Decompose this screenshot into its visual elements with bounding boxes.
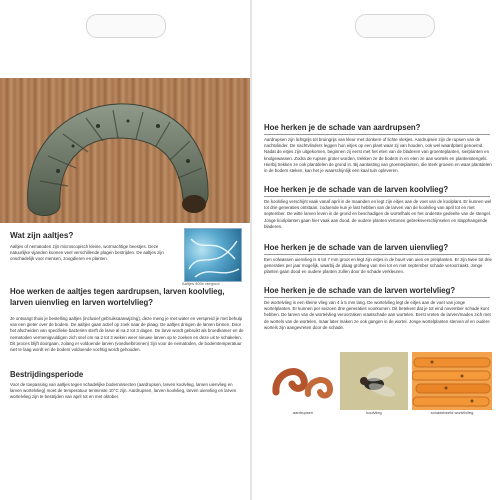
hang-hole-right xyxy=(355,14,435,38)
section-title-aardrupsen: Hoe herken je de schade van aardrupsen? xyxy=(264,123,421,132)
section-title-koolvlieg: Hoe herken je de schade van de larven koolvlieg? xyxy=(264,185,449,194)
photo-aardrupsen xyxy=(270,352,336,410)
section-text-aardrupsen: Aardrupsen zijn lichtgrijs tot bruingrijs van kleur met donkere of lichte vlekjes. Aardrupsen zijn de rupsen van de nachtvlinder. De nachtvlinders leggen hun eitjes op een plant waar zij van houden, ook wel waardplant genoemd. Nadat de eitjes zijn uitgekomen, beginnen zij eerst met het eten van de bladeren van groenteplanten, sierplanten en knolgewassen. Zodra de rupsen groter worden, trekken ze de bodem in en eten ze aan wortels en plantenstengels. Hierbij trekken ze ook plantdelen de grond in. Bij aantasting van groenteplanten, die sterk groeien en waar plantdelen in de bodem steken, kan het je waarschijnlijk een kaal tuin opleveren. xyxy=(264,137,492,174)
hang-hole-left xyxy=(86,14,166,38)
divider xyxy=(264,134,490,135)
divider xyxy=(264,297,490,298)
caterpillar-photo xyxy=(0,78,250,223)
nematode-illustration xyxy=(185,229,241,281)
carrots-illustration xyxy=(412,352,492,410)
section-title-hoe-werken: Hoe werken de aaltjes tegen aardrupsen, larven koolvlieg, larven uienvlieg en larven wortelvlieg? xyxy=(10,287,225,307)
section-text-wortelvlieg: De wortelvlieg is een kleine vlieg van 4 à 5 mm lang. De wortelvlieg legt de eitjes aan de voet van jonge wortelplanten. Er kunnen per seizoen drie generaties voorkomen. Dit betekent dat je tot eind november schade kunt hebben. De larven van de wortelvlieg veroorzaken vraatschade aan wortelen. Eerst vreten de larven/maden zich met de wortels van de wortelen, maar later maken ze ook gangen in de wortel. Jonge wortelplanten sterven af en oudere wortels zijn aangevreten door de schade. xyxy=(264,300,491,330)
caption-wortelvlieg: schadebeeld wortelvlieg xyxy=(430,410,474,415)
section-title-wortelvlieg: Hoe herken je de schade van de larven wortelvlieg? xyxy=(264,286,456,295)
section-text-koolvlieg: De koolvlieg verschijnt vaak vanaf april in de maanden en legt zijn eitjes aan de voet van de koolplant. Er kunnen wel tot drie generaties ontstaan, zodoende kun je last hebben van de larven van de koolvlieg van april tot en met september. De witte larven leven in de grond en beschadigen de wortelhals en het onderste gedeelte van de stengel. Jonge koolplanten gaan hier vaak aan dood, de oudere planten vertonen gebreksverschijnselen en slapphangende bladeren. xyxy=(264,199,492,229)
divider xyxy=(264,196,490,197)
section-title-uienvlieg: Hoe herken je de schade van de larven uienvlieg? xyxy=(264,243,449,252)
caption-koolvlieg: koolvlieg xyxy=(366,410,382,415)
cutworm-illustration xyxy=(270,352,336,410)
section-text-bestrijdingsperiode: Voor de toepassing van aaltjes tegen schadelijke bodeminsecten (aardrupsen, larven koolvlieg, larven uienvlieg en larven wortelvlieg) moet de temperatuur tenminste 10°C zijn. Aardrupsen, larven koolvlieg, larven uienvlieg en larven wortelvlieg zijn te bestrijden van april tot en met oktober. xyxy=(10,382,237,400)
divider xyxy=(264,254,490,255)
section-title-wat-zijn-aaltjes: Wat zijn aaltjes? xyxy=(10,231,74,240)
section-title-bestrijdingsperiode: Bestrijdingsperiode xyxy=(10,370,84,379)
caption-aardrupsen: aardrupsen xyxy=(292,410,314,415)
nematode-microscope-image xyxy=(184,228,242,282)
card-fold xyxy=(250,0,252,500)
fly-illustration xyxy=(340,352,408,410)
caterpillar-illustration xyxy=(18,86,218,221)
section-text-hoe-werken: Je ontvangt thuis je bestelling aaltjes (inclusief gebruiksaanwijzing), deze meng je met water en verspreid je met behulp van een gieter over de bodem. De aaltjes gaan actief op zoek naar de plaag. De aaltjes dringen de larven binnen. Door het afscheiden van specifieke bacteriën sterft de larve al na 2 tot 3 dagen. De larve wordt gebruikt als broedkamer en de nematoden vermenigvuldigen zich snel om na 2 tot 3 weken weer nieuwe larven op te zoeken en deze uit te schakelen. Dit proces blijft doorgaan, zolang er voldoende larven (voedselbronnen) zijn voor de nematoden, de bodemtemperatuur niet te laag wordt en de bodem voldoende vochtig wordt gehouden. xyxy=(10,316,244,353)
thumb-caption: Aaltjes 400x vergroot xyxy=(182,281,220,286)
photo-wortelvlieg-schade xyxy=(412,352,492,410)
section-text-wat-zijn-aaltjes: Aaltjes of nematoden zijn microscopisch kleine, wormachtige beestjes. Deze natuurlijke vijanden kunnen veel verschillende plagen bestrijden. De aaltjes zijn onschadelijk voor mensen, zoogdieren en planten. xyxy=(10,244,164,262)
photo-koolvlieg xyxy=(340,352,408,410)
section-text-uienvlieg: Een volwassen uienvlieg is 6 tot 7 mm groot en legt zijn eitjes in de buurt van uien en preiplanten. Er zijn twee tot drie generaties per jaar mogelijk, waarbij de plaag grofweg van mei tot en met september schade veroorzaakt. Jonge planten gaan dood en oudere planten zullen door de schade verkleuren. xyxy=(264,257,492,275)
